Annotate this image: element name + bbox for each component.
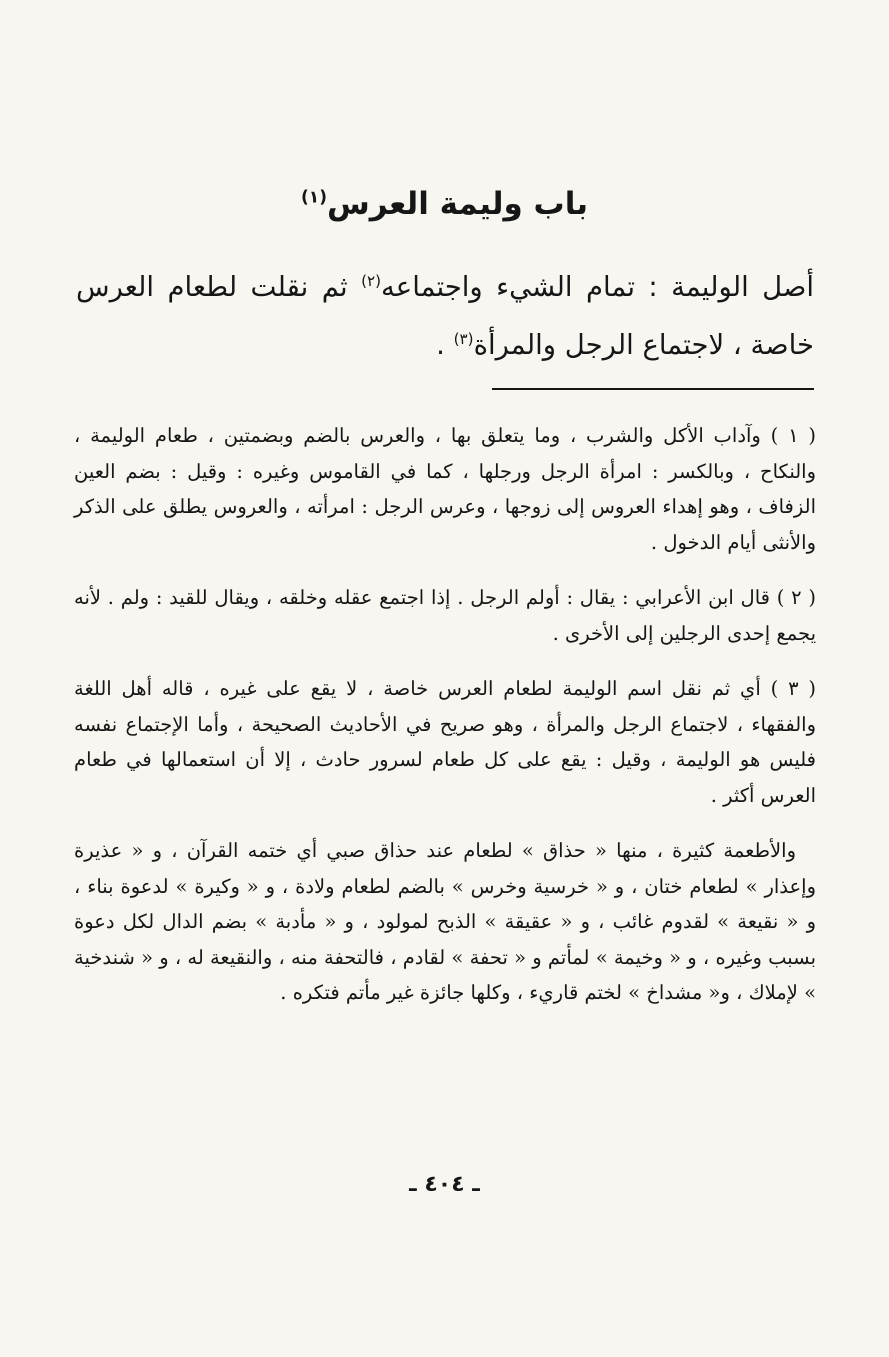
footnote-2-text: قال ابن الأعرابي : يقال : أولم الرجل . إذا اجتمع عقله وخلقه ، ويقال للقيد : ولم . لأنه يجمع إحدى الرجلين إلى الأخرى .: [74, 586, 816, 645]
footnote-3: [74, 671, 816, 813]
page-number: ـ ٤٠٤ ـ: [409, 1172, 480, 1197]
footnote-1-number: ( ١ ): [770, 424, 816, 447]
chapter-title-text: باب وليمة العرس: [327, 186, 588, 222]
footnote-ref-2: (٢): [361, 271, 382, 290]
footnote-3-text: أي ثم نقل اسم الوليمة لطعام العرس خاصة ، لا يقع على غيره ، قاله أهل اللغة والفقهاء ، لاجتماع الرجل والمرأة ، وهو صريح في الأحاديث الصحيحة ، وأما الإجتماع نفسه فليس هو الوليمة ، وقيل : يقع على كل طعام لسرور حادث ، إلا أن استعمالها في طعام العرس أكثر .: [74, 677, 816, 807]
footnote-1: [74, 418, 816, 560]
main-text-part-2: ثم نقلت لطعام العرس خاصة ، لاجتماع الرجل والمرأة: [76, 271, 814, 361]
main-text-part-1: أصل الوليمة : تمام الشيء واجتماعه: [381, 271, 814, 303]
footnotes: [74, 418, 816, 1031]
footnote-1-text: وآداب الأكل والشرب ، وما يتعلق بها ، والعرس بالضم وبضمتين ، طعام الوليمة ، والنكاح ، وبالكسر : امرأة الرجل ورجلها ، كما في القاموس وغيره : وقيل : بضم العين الزفاف ، وهو إهداء العروس إلى زوجها ، وعرس الرجل : امرأته ، والعروس يطلق على الذكر والأنثى أيام الدخول .: [74, 424, 816, 554]
footnote-2: [74, 580, 816, 651]
footnote-3-number: ( ٣ ): [770, 677, 817, 700]
footnote-2-number: ( ٢ ): [776, 586, 817, 609]
main-text: [76, 258, 814, 374]
chapter-title: [0, 180, 889, 228]
footnote-ref-3: (٣): [453, 329, 474, 348]
main-text-part-3: .: [436, 329, 454, 361]
footnote-ref-1: (١): [301, 187, 327, 208]
footnote-separator: [492, 388, 814, 390]
footnote-continuation: والأطعمة كثيرة ، منها « حذاق » لطعام عند حذاق صبي أي ختمه القرآن ، و « عذيرة وإعذار » لطعام ختان ، و « خرسية وخرس » بالضم لطعام ولادة ، و « وكيرة » لدعوة بناء ، و « نقيعة » لقدوم غائب ، و « عقيقة » الذبح لمولود ، و « مأدبة » بضم الدال لكل دعوة بسبب وغيره ، و « وخيمة » لمأتم و « تحفة » لقادم ، فالتحفة منه ، والنقيعة له ، و « شندخية » لإملاك ، و« مشداخ » لختم قاريء ، وكلها جائزة غير مأتم فتكره .: [74, 839, 816, 1004]
main-paragraph: [76, 258, 814, 374]
